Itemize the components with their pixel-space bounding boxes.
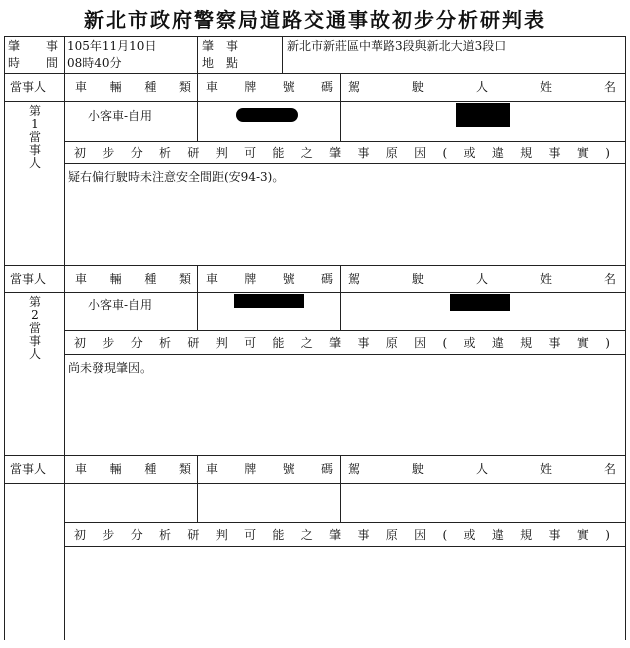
driver-column-header: 駕 駛 人 姓 名 [348, 80, 616, 94]
cause-column-header: 初 步 分 析 研 判 可 能 之 肇 事 原 因 ( 或 違 規 事 實 ) [74, 146, 610, 160]
vehicle-type-column-header: 車 輛 種 類 [75, 80, 191, 94]
time-label-2: 時 間 [8, 56, 58, 70]
time-label-1: 肇 事 [8, 39, 58, 53]
plate-column-header: 車 牌 號 碼 [206, 80, 333, 94]
plate-redaction [234, 294, 304, 308]
party-column-header: 當事人 [10, 80, 47, 94]
plate-redaction [236, 108, 298, 122]
party-label: 第2當事人 [28, 295, 41, 361]
plate-column-header: 車 牌 號 碼 [206, 272, 333, 286]
cause-column-header: 初 步 分 析 研 判 可 能 之 肇 事 原 因 ( 或 違 規 事 實 ) [74, 528, 610, 542]
party-column-header: 當事人 [10, 462, 47, 476]
page-title: 新北市政府警察局道路交通事故初步分析研判表 [84, 8, 546, 32]
vehicle-type: 小客車-自用 [88, 109, 153, 123]
accident-date: 105年11月10日 [67, 39, 157, 53]
cause-column-header: 初 步 分 析 研 判 可 能 之 肇 事 原 因 ( 或 違 規 事 實 ) [74, 336, 610, 350]
driver-name-redaction [456, 103, 510, 127]
accident-cause: 疑右偏行駛時未注意安全間距(安94-3)。 [68, 170, 285, 184]
party-column-header: 當事人 [10, 272, 47, 286]
party-label: 第1當事人 [28, 104, 41, 170]
vehicle-type: 小客車-自用 [88, 298, 153, 312]
accident-place: 新北市新莊區中華路3段與新北大道3段口 [287, 39, 507, 53]
driver-name-redaction [450, 294, 510, 311]
place-label-1: 肇 事 [202, 39, 239, 53]
driver-column-header: 駕 駛 人 姓 名 [348, 272, 616, 286]
plate-column-header: 車 牌 號 碼 [206, 462, 333, 476]
vehicle-type-column-header: 車 輛 種 類 [75, 272, 191, 286]
driver-column-header: 駕 駛 人 姓 名 [348, 462, 616, 476]
vehicle-type-column-header: 車 輛 種 類 [75, 462, 191, 476]
place-label-2: 地 點 [202, 56, 239, 70]
accident-time: 08時40分 [67, 56, 122, 70]
accident-cause: 尚未發現肇因。 [68, 361, 153, 375]
